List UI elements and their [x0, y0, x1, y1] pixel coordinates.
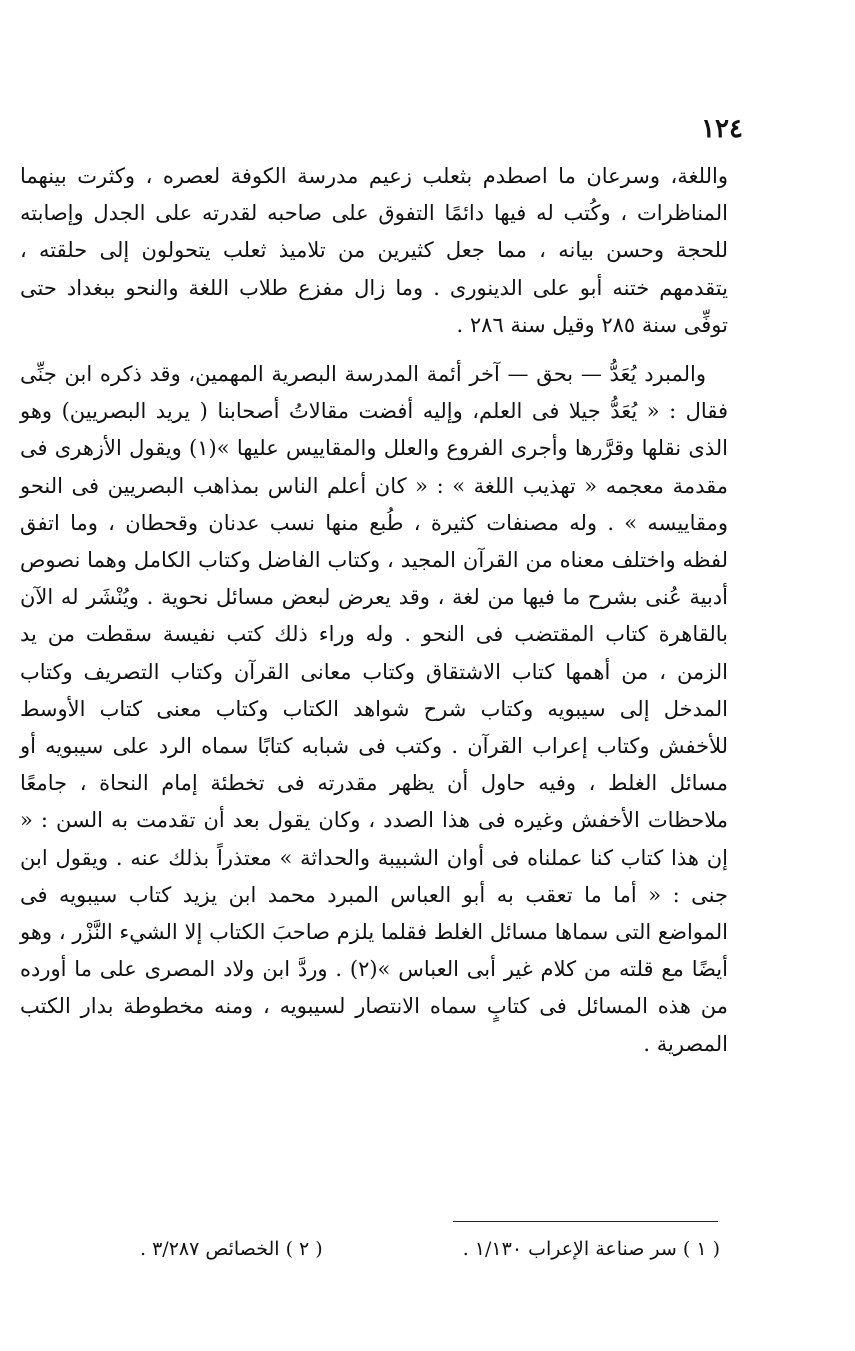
paragraph-1: واللغة، وسرعان ما اصطدم بثعلب زعيم مدرسة الكوفة لعصره ، وكثرت بينهما المناظرات ، وكُتب له فيها دائمًا التفوق على صاحبه لقدرته على الجدل وإصابته للحجة وحسن بيانه ، مما جعل كثيرين من تلاميذ ثعلب يتحولون إلى حلقته ، يتقدمهم ختنه أبو على الدينورى . وما زال مفزع طلاب اللغة والنحو ببغداد حتى توفِّى سنة ٢٨٥ وقيل سنة ٢٨٦ . — [20, 164, 728, 337]
footnote-1: ( ١ ) سر صناعة الإعراب ١/١٣٠ . — [462, 1238, 720, 1260]
page-number: ١٢٤ — [701, 114, 743, 144]
footnote-2: ( ٢ ) الخصائص ٣/٢٨٧ . — [140, 1238, 323, 1260]
paragraph-2: والمبرد يُعَدُّ — بحق — آخر أئمة المدرسة البصرية المهمين، وقد ذكره ابن جنِّى فقال : « يُعَدُّ جيلا فى العلم، وإليه أفضت مقالاتُ أصحابنا ( يريد البصريين) وهو الذى نقلها وقرَّرها وأجرى الفروع والعلل والمقاييس عليها »(١) ويقول الأزهرى فى مقدمة معجمه « تهذيب اللغة » : « كان أعلم الناس بمذاهب البصريين فى النحو ومقاييسه » . وله مصنفات كثيرة ، طُبع منها نسب عدنان وقحطان ، وما اتفق لفظه واختلف معناه من القرآن المجيد ، وكتاب الفاضل وكتاب الكامل وهما نصوص أدبية عُنى بشرح ما فيها من لغة ، وقد يعرض لبعض مسائل نحوية . ويُنْشَر له الآن بالقاهرة كتاب المقتضب فى النحو . وله وراء ذلك كتب نفيسة سقطت من يد الزمن ، من أهمها كتاب الاشتقاق وكتاب معانى القرآن وكتاب التصريف وكتاب المدخل إلى سيبويه وكتاب شرح شواهد الكتاب وكتاب معنى كتاب الأوسط للأخفش وكتاب إعراب القرآن . وكتب فى شبابه كتابًا سماه الرد على سيبويه أو مسائل الغلط ، وفيه حاول أن يظهر مقدرته فى تخطئة إمام النحاة ، جامعًا ملاحظات الأخفش وغيره فى هذا الصدد ، وكان يقول بعد أن تقدمت به السن : « إن هذا كتاب كنا عملناه فى أوان الشبيبة والحداثة » معتذراً بذلك عنه . ويقول ابن جنى : « أما ما تعقب به أبو العباس المبرد محمد ابن يزيد كتاب سيبويه فى المواضع التى سماها مسائل الغلط فقلما يلزم صاحبَ الكتاب إلا الشيء النَّزْر ، وهو أيضًا مع قلته من كلام غير أبى العباس »(٢) . وردَّ ابن ولاد المصرى على ما أورده من هذه المسائل فى كتابٍ سماه الانتصار لسيبويه ، ومنه مخطوطة بدار الكتب المصرية . — [20, 362, 729, 1056]
footnote-divider — [453, 1221, 718, 1222]
footnotes — [140, 1236, 720, 1263]
main-text — [20, 158, 728, 1063]
